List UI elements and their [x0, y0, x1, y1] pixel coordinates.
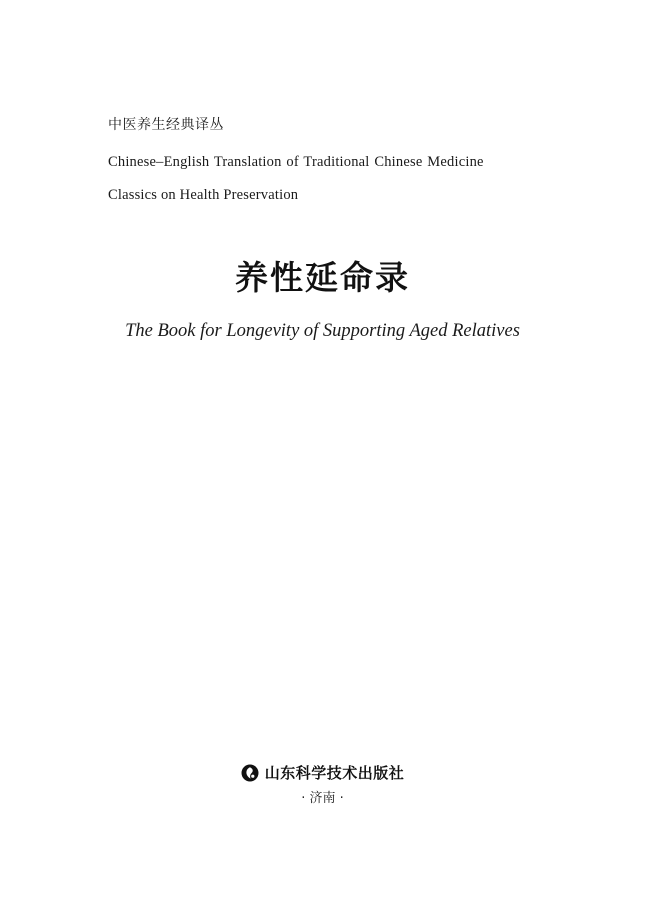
series-title-english-line1: Chinese–English Translation of Traditional Chinese Medicine: [108, 154, 484, 170]
publisher-line: [0, 762, 645, 783]
publisher-logo-icon: [241, 764, 259, 782]
series-title-chinese: 中医养生经典译丛: [108, 117, 224, 133]
publisher-name: 山东科学技术出版社: [264, 764, 405, 782]
series-title-english-line2: Classics on Health Preservation: [108, 187, 299, 203]
series-info: [108, 114, 484, 212]
book-title-chinese: 养性延命录: [235, 258, 410, 297]
publisher-city: · 济南 ·: [301, 791, 344, 806]
book-title-english: The Book for Longevity of Supporting Aged Relatives: [125, 321, 520, 341]
